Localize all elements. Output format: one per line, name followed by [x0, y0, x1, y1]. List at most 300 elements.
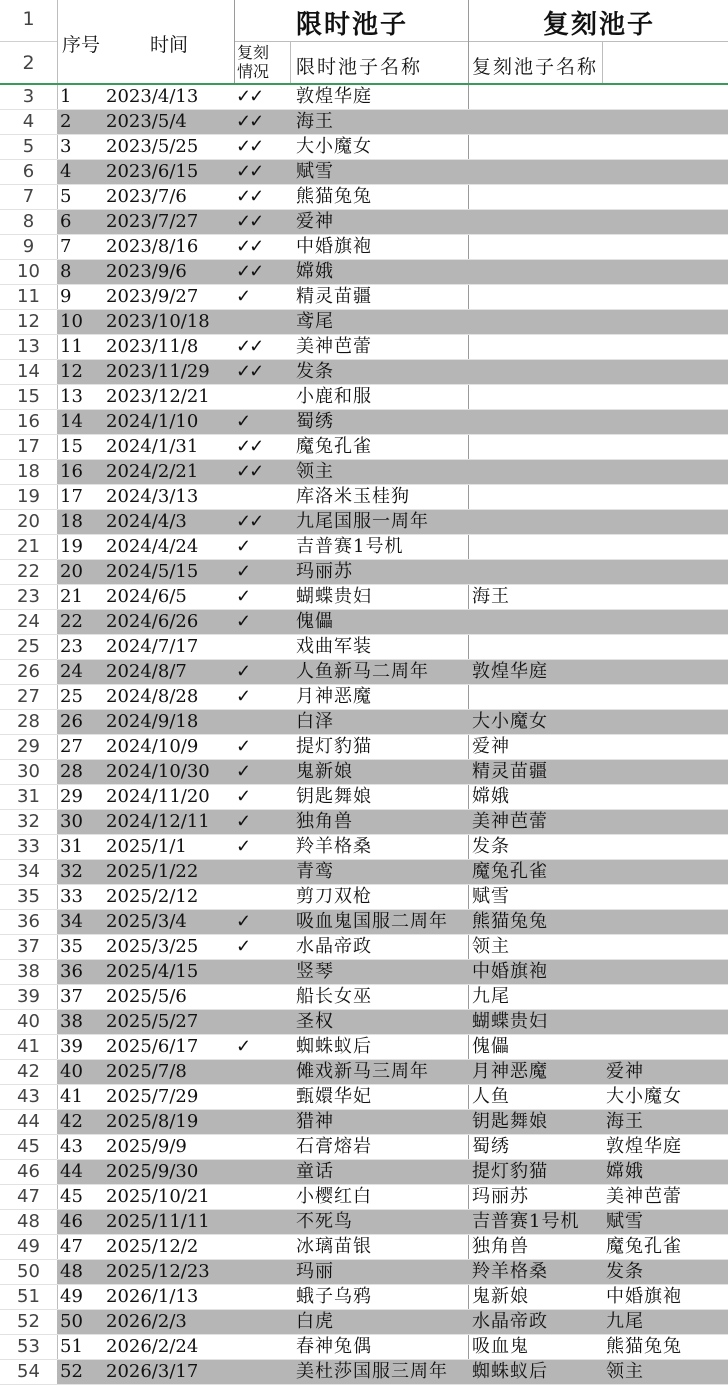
cell-rerun-name[interactable]: 独角兽 — [472, 1236, 529, 1257]
cell-rerun-name[interactable]: 大小魔女 — [472, 711, 548, 732]
column-header-seq[interactable]: 序号 — [62, 34, 101, 56]
cell-seq[interactable]: 51 — [60, 1336, 83, 1357]
cell-rerun-status[interactable]: ✓ — [236, 586, 250, 607]
cell-rerun-status[interactable]: ✓✓ — [236, 111, 263, 132]
cell-date[interactable]: 2023/8/16 — [106, 236, 199, 257]
row-number[interactable]: 31 — [17, 786, 40, 807]
cell-rerun-status[interactable]: ✓ — [236, 836, 250, 857]
cell-rerun-status[interactable]: ✓✓ — [236, 86, 263, 107]
cell-rerun-status[interactable]: ✓ — [236, 761, 250, 782]
table-row[interactable] — [0, 1260, 728, 1285]
table-row[interactable] — [0, 1335, 728, 1360]
cell-rerun-name-2[interactable]: 发条 — [606, 1261, 644, 1282]
row-number[interactable]: 10 — [17, 261, 40, 282]
row-number[interactable]: 30 — [17, 761, 40, 782]
cell-rerun-name[interactable]: 美神芭蕾 — [472, 811, 548, 832]
cell-seq[interactable]: 37 — [60, 986, 83, 1007]
cell-date[interactable]: 2025/1/1 — [106, 836, 187, 857]
cell-rerun-status[interactable]: ✓ — [236, 411, 250, 432]
table-row[interactable] — [0, 185, 728, 210]
cell-seq[interactable]: 18 — [60, 511, 83, 532]
cell-date[interactable]: 2024/8/28 — [106, 686, 199, 707]
cell-limited-name[interactable]: 傀儡 — [296, 611, 334, 632]
row-number[interactable]: 28 — [17, 711, 40, 732]
cell-limited-name[interactable]: 熊猫兔兔 — [296, 186, 372, 207]
row-number[interactable]: 13 — [17, 336, 40, 357]
table-row[interactable] — [0, 1135, 728, 1160]
cell-seq[interactable]: 19 — [60, 536, 83, 557]
cell-limited-name[interactable]: 戏曲军装 — [296, 636, 372, 657]
cell-seq[interactable]: 16 — [60, 461, 83, 482]
cell-rerun-name[interactable]: 傀儡 — [472, 1036, 510, 1057]
cell-limited-name[interactable]: 领主 — [296, 461, 334, 482]
cell-seq[interactable]: 15 — [60, 436, 83, 457]
cell-date[interactable]: 2025/7/29 — [106, 1086, 199, 1107]
table-row[interactable] — [0, 360, 728, 385]
cell-rerun-name[interactable]: 水晶帝政 — [472, 1311, 548, 1332]
cell-rerun-name-2[interactable]: 海王 — [606, 1111, 644, 1132]
cell-rerun-status[interactable]: ✓✓ — [236, 186, 263, 207]
row-number[interactable]: 23 — [17, 586, 40, 607]
cell-rerun-status[interactable]: ✓✓ — [236, 436, 263, 457]
cell-seq[interactable]: 36 — [60, 961, 83, 982]
table-row[interactable] — [0, 660, 728, 685]
row-number[interactable]: 48 — [17, 1211, 40, 1232]
table-row[interactable] — [0, 835, 728, 860]
table-row[interactable] — [0, 285, 728, 310]
row-number[interactable]: 3 — [22, 86, 35, 107]
table-row[interactable] — [0, 860, 728, 885]
cell-date[interactable]: 2024/9/18 — [106, 711, 199, 732]
row-number[interactable]: 51 — [17, 1286, 40, 1307]
cell-date[interactable]: 2026/1/13 — [106, 1286, 199, 1307]
table-row[interactable] — [0, 335, 728, 360]
cell-limited-name[interactable]: 月神恶魔 — [296, 686, 372, 707]
row-number[interactable]: 41 — [17, 1036, 40, 1057]
cell-limited-name[interactable]: 大小魔女 — [296, 136, 372, 157]
table-row[interactable] — [0, 935, 728, 960]
cell-date[interactable]: 2025/4/15 — [106, 961, 199, 982]
cell-limited-name[interactable]: 羚羊格桑 — [296, 836, 372, 857]
row-number[interactable]: 1 — [22, 8, 35, 30]
cell-date[interactable]: 2026/3/17 — [106, 1361, 199, 1382]
cell-date[interactable]: 2023/9/27 — [106, 286, 199, 307]
table-row[interactable] — [0, 1185, 728, 1210]
cell-seq[interactable]: 27 — [60, 736, 83, 757]
cell-date[interactable]: 2025/3/25 — [106, 936, 199, 957]
table-row[interactable] — [0, 1310, 728, 1335]
row-number[interactable]: 19 — [17, 486, 40, 507]
cell-seq[interactable]: 23 — [60, 636, 83, 657]
cell-rerun-name-2[interactable]: 领主 — [606, 1361, 644, 1382]
table-row[interactable] — [0, 535, 728, 560]
cell-limited-name[interactable]: 魔兔孔雀 — [296, 436, 372, 457]
row-number[interactable]: 5 — [22, 136, 35, 157]
row-number[interactable]: 4 — [22, 111, 35, 132]
row-number[interactable]: 26 — [17, 661, 40, 682]
cell-rerun-name[interactable]: 钥匙舞娘 — [472, 1111, 548, 1132]
cell-seq[interactable]: 48 — [60, 1261, 83, 1282]
cell-rerun-status[interactable]: ✓✓ — [236, 336, 263, 357]
table-row[interactable] — [0, 635, 728, 660]
row-number[interactable]: 34 — [17, 861, 40, 882]
cell-seq[interactable]: 28 — [60, 761, 83, 782]
cell-limited-name[interactable]: 蜘蛛蚁后 — [296, 1036, 372, 1057]
table-row[interactable] — [0, 410, 728, 435]
cell-date[interactable]: 2025/8/19 — [106, 1111, 199, 1132]
cell-rerun-status[interactable]: ✓ — [236, 561, 250, 582]
cell-seq[interactable]: 41 — [60, 1086, 83, 1107]
cell-rerun-name[interactable]: 中婚旗袍 — [472, 961, 548, 982]
cell-limited-name[interactable]: 石膏熔岩 — [296, 1136, 372, 1157]
cell-limited-name[interactable]: 冰璃苗银 — [296, 1236, 372, 1257]
cell-limited-name[interactable]: 圣权 — [296, 1011, 334, 1032]
cell-rerun-name[interactable]: 领主 — [472, 936, 510, 957]
cell-limited-name[interactable]: 钥匙舞娘 — [296, 786, 372, 807]
row-number[interactable]: 38 — [17, 961, 40, 982]
cell-limited-name[interactable]: 吉普赛1号机 — [296, 536, 404, 557]
row-number[interactable]: 37 — [17, 936, 40, 957]
row-number[interactable]: 25 — [17, 636, 40, 657]
cell-date[interactable]: 2023/11/8 — [106, 336, 199, 357]
cell-rerun-name[interactable]: 敦煌华庭 — [472, 661, 548, 682]
table-row[interactable] — [0, 485, 728, 510]
cell-rerun-name[interactable]: 羚羊格桑 — [472, 1261, 548, 1282]
table-row[interactable] — [0, 810, 728, 835]
cell-rerun-name[interactable]: 人鱼 — [472, 1086, 510, 1107]
table-row[interactable] — [0, 685, 728, 710]
cell-date[interactable]: 2024/1/10 — [106, 411, 199, 432]
cell-seq[interactable]: 5 — [60, 186, 72, 207]
cell-limited-name[interactable]: 敦煌华庭 — [296, 86, 372, 107]
table-row[interactable] — [0, 1010, 728, 1035]
cell-seq[interactable]: 32 — [60, 861, 83, 882]
cell-date[interactable]: 2024/7/17 — [106, 636, 199, 657]
cell-date[interactable]: 2023/12/21 — [106, 386, 210, 407]
cell-rerun-name[interactable]: 熊猫兔兔 — [472, 911, 548, 932]
cell-seq[interactable]: 52 — [60, 1361, 83, 1382]
table-row[interactable] — [0, 885, 728, 910]
cell-date[interactable]: 2025/1/22 — [106, 861, 199, 882]
cell-date[interactable]: 2023/5/4 — [106, 111, 187, 132]
cell-seq[interactable]: 7 — [60, 236, 72, 257]
cell-rerun-name-2[interactable]: 敦煌华庭 — [606, 1136, 682, 1157]
cell-seq[interactable]: 30 — [60, 811, 83, 832]
cell-date[interactable]: 2023/9/6 — [106, 261, 187, 282]
cell-limited-name[interactable]: 发条 — [296, 361, 334, 382]
cell-date[interactable]: 2025/12/23 — [106, 1261, 210, 1282]
cell-limited-name[interactable]: 九尾国服一周年 — [296, 511, 429, 532]
cell-limited-name[interactable]: 美杜莎国服三周年 — [296, 1361, 448, 1382]
cell-seq[interactable]: 46 — [60, 1211, 83, 1232]
cell-limited-name[interactable]: 嫦娥 — [296, 261, 334, 282]
cell-seq[interactable]: 1 — [60, 86, 72, 107]
row-number[interactable]: 39 — [17, 986, 40, 1007]
cell-date[interactable]: 2024/4/24 — [106, 536, 199, 557]
row-number[interactable]: 43 — [17, 1086, 40, 1107]
row-number[interactable]: 29 — [17, 736, 40, 757]
cell-rerun-status[interactable]: ✓✓ — [236, 511, 263, 532]
row-number[interactable]: 53 — [17, 1336, 40, 1357]
cell-rerun-name-2[interactable]: 魔兔孔雀 — [606, 1236, 682, 1257]
cell-seq[interactable]: 29 — [60, 786, 83, 807]
cell-seq[interactable]: 50 — [60, 1311, 83, 1332]
cell-limited-name[interactable]: 独角兽 — [296, 811, 353, 832]
cell-limited-name[interactable]: 傩戏新马三周年 — [296, 1061, 429, 1082]
row-number[interactable]: 45 — [17, 1136, 40, 1157]
column-header-time[interactable]: 时间 — [150, 34, 189, 56]
cell-limited-name[interactable]: 剪刀双枪 — [296, 886, 372, 907]
cell-rerun-name[interactable]: 吉普赛1号机 — [472, 1211, 580, 1232]
cell-limited-name[interactable]: 蜀绣 — [296, 411, 334, 432]
cell-limited-name[interactable]: 白虎 — [296, 1311, 334, 1332]
row-number[interactable]: 49 — [17, 1236, 40, 1257]
row-number[interactable]: 6 — [22, 161, 35, 182]
cell-limited-name[interactable]: 船长女巫 — [296, 986, 372, 1007]
cell-date[interactable]: 2023/6/15 — [106, 161, 199, 182]
table-row[interactable] — [0, 85, 728, 110]
cell-limited-name[interactable]: 海王 — [296, 111, 334, 132]
row-number[interactable]: 8 — [22, 211, 35, 232]
cell-rerun-status[interactable]: ✓ — [236, 936, 250, 957]
cell-rerun-name[interactable]: 提灯豹猫 — [472, 1161, 548, 1182]
cell-rerun-name[interactable]: 精灵苗疆 — [472, 761, 548, 782]
cell-limited-name[interactable]: 水晶帝政 — [296, 936, 372, 957]
row-number[interactable]: 24 — [17, 611, 40, 632]
cell-limited-name[interactable]: 精灵苗疆 — [296, 286, 372, 307]
cell-date[interactable]: 2025/12/2 — [106, 1236, 199, 1257]
cell-date[interactable]: 2024/8/7 — [106, 661, 187, 682]
cell-limited-name[interactable]: 蛾子乌鸦 — [296, 1286, 372, 1307]
table-row[interactable] — [0, 110, 728, 135]
cell-date[interactable]: 2025/9/30 — [106, 1161, 199, 1182]
table-row[interactable] — [0, 1210, 728, 1235]
table-row[interactable] — [0, 135, 728, 160]
row-number[interactable]: 46 — [17, 1161, 40, 1182]
cell-seq[interactable]: 43 — [60, 1136, 83, 1157]
cell-limited-name[interactable]: 美神芭蕾 — [296, 336, 372, 357]
cell-limited-name[interactable]: 竖琴 — [296, 961, 334, 982]
cell-rerun-status[interactable]: ✓ — [236, 686, 250, 707]
cell-limited-name[interactable]: 赋雪 — [296, 161, 334, 182]
row-number[interactable]: 15 — [17, 386, 40, 407]
row-number[interactable]: 11 — [17, 286, 40, 307]
cell-seq[interactable]: 17 — [60, 486, 83, 507]
cell-limited-name[interactable]: 提灯豹猫 — [296, 736, 372, 757]
table-row[interactable] — [0, 560, 728, 585]
cell-limited-name[interactable]: 小樱红白 — [296, 1186, 372, 1207]
row-number[interactable]: 50 — [17, 1261, 40, 1282]
cell-date[interactable]: 2025/5/27 — [106, 1011, 199, 1032]
cell-limited-name[interactable]: 玛丽苏 — [296, 561, 353, 582]
cell-date[interactable]: 2024/5/15 — [106, 561, 199, 582]
cell-limited-name[interactable]: 爱神 — [296, 211, 334, 232]
cell-seq[interactable]: 2 — [60, 111, 72, 132]
cell-seq[interactable]: 44 — [60, 1161, 83, 1182]
row-number[interactable]: 44 — [17, 1111, 40, 1132]
cell-rerun-name-2[interactable]: 美神芭蕾 — [606, 1186, 682, 1207]
row-number[interactable]: 32 — [17, 811, 40, 832]
table-row[interactable] — [0, 1035, 728, 1060]
cell-rerun-name[interactable]: 海王 — [472, 586, 510, 607]
cell-limited-name[interactable]: 小鹿和服 — [296, 386, 372, 407]
cell-rerun-status[interactable]: ✓✓ — [236, 361, 263, 382]
cell-seq[interactable]: 31 — [60, 836, 83, 857]
row-number[interactable]: 9 — [22, 236, 35, 257]
cell-rerun-status[interactable]: ✓ — [236, 811, 250, 832]
cell-rerun-name[interactable]: 蜘蛛蚁后 — [472, 1361, 548, 1382]
cell-date[interactable]: 2024/10/9 — [106, 736, 199, 757]
table-row[interactable] — [0, 160, 728, 185]
cell-seq[interactable]: 26 — [60, 711, 83, 732]
cell-limited-name[interactable]: 不死鸟 — [296, 1211, 353, 1232]
table-row[interactable] — [0, 235, 728, 260]
cell-seq[interactable]: 11 — [60, 336, 83, 357]
row-number[interactable]: 12 — [17, 311, 40, 332]
cell-seq[interactable]: 10 — [60, 311, 83, 332]
row-number[interactable]: 16 — [17, 411, 40, 432]
table-row[interactable] — [0, 1360, 728, 1385]
table-row[interactable] — [0, 760, 728, 785]
table-row[interactable] — [0, 460, 728, 485]
cell-date[interactable]: 2024/3/13 — [106, 486, 199, 507]
row-number[interactable]: 14 — [17, 361, 40, 382]
cell-limited-name[interactable]: 蝴蝶贵妇 — [296, 586, 372, 607]
cell-date[interactable]: 2025/6/17 — [106, 1036, 199, 1057]
table-row[interactable] — [0, 985, 728, 1010]
cell-date[interactable]: 2024/12/11 — [106, 811, 210, 832]
cell-seq[interactable]: 6 — [60, 211, 72, 232]
cell-rerun-name[interactable]: 蜀绣 — [472, 1136, 510, 1157]
column-header-status[interactable]: 复刻情况 — [237, 43, 270, 81]
cell-date[interactable]: 2024/11/20 — [106, 786, 210, 807]
cell-seq[interactable]: 34 — [60, 911, 83, 932]
cell-limited-name[interactable]: 春神兔偶 — [296, 1336, 372, 1357]
cell-date[interactable]: 2023/7/6 — [106, 186, 187, 207]
cell-seq[interactable]: 13 — [60, 386, 83, 407]
cell-rerun-name-2[interactable]: 赋雪 — [606, 1211, 644, 1232]
row-number[interactable]: 2 — [22, 52, 35, 74]
cell-seq[interactable]: 49 — [60, 1286, 83, 1307]
cell-rerun-name[interactable]: 月神恶魔 — [472, 1061, 548, 1082]
cell-date[interactable]: 2025/7/8 — [106, 1061, 187, 1082]
row-number[interactable]: 42 — [17, 1061, 40, 1082]
column-header-rerun-name[interactable]: 复刻池子名称 — [472, 56, 599, 78]
row-number[interactable]: 20 — [17, 511, 40, 532]
cell-rerun-status[interactable]: ✓ — [236, 736, 250, 757]
row-number[interactable]: 18 — [17, 461, 40, 482]
cell-seq[interactable]: 21 — [60, 586, 83, 607]
cell-date[interactable]: 2023/4/13 — [106, 86, 199, 107]
table-row[interactable] — [0, 1060, 728, 1085]
cell-limited-name[interactable]: 白泽 — [296, 711, 334, 732]
row-number[interactable]: 7 — [22, 186, 35, 207]
cell-seq[interactable]: 9 — [60, 286, 72, 307]
cell-rerun-name[interactable]: 吸血鬼 — [472, 1336, 529, 1357]
row-number[interactable]: 33 — [17, 836, 40, 857]
cell-seq[interactable]: 8 — [60, 261, 72, 282]
cell-seq[interactable]: 40 — [60, 1061, 83, 1082]
table-row[interactable] — [0, 1235, 728, 1260]
cell-seq[interactable]: 42 — [60, 1111, 83, 1132]
cell-date[interactable]: 2023/7/27 — [106, 211, 199, 232]
row-number[interactable]: 22 — [17, 561, 40, 582]
table-row[interactable] — [0, 910, 728, 935]
table-row[interactable] — [0, 310, 728, 335]
table-row[interactable] — [0, 710, 728, 735]
cell-date[interactable]: 2024/4/3 — [106, 511, 187, 532]
cell-seq[interactable]: 38 — [60, 1011, 83, 1032]
cell-limited-name[interactable]: 青鸾 — [296, 861, 334, 882]
table-row[interactable] — [0, 435, 728, 460]
cell-limited-name[interactable]: 猎神 — [296, 1111, 334, 1132]
cell-rerun-name[interactable]: 蝴蝶贵妇 — [472, 1011, 548, 1032]
cell-seq[interactable]: 33 — [60, 886, 83, 907]
cell-rerun-status[interactable]: ✓ — [236, 286, 250, 307]
cell-seq[interactable]: 14 — [60, 411, 83, 432]
cell-limited-name[interactable]: 童话 — [296, 1161, 334, 1182]
cell-rerun-name-2[interactable]: 嫦娥 — [606, 1161, 644, 1182]
table-row[interactable] — [0, 1110, 728, 1135]
cell-rerun-name-2[interactable]: 爱神 — [606, 1061, 644, 1082]
cell-rerun-name-2[interactable]: 熊猫兔兔 — [606, 1336, 682, 1357]
column-header-limited-name[interactable]: 限时池子名称 — [296, 56, 423, 78]
cell-rerun-name[interactable]: 发条 — [472, 836, 510, 857]
row-number[interactable]: 47 — [17, 1186, 40, 1207]
cell-date[interactable]: 2025/10/21 — [106, 1186, 210, 1207]
cell-rerun-status[interactable]: ✓ — [236, 611, 250, 632]
cell-rerun-name[interactable]: 赋雪 — [472, 886, 510, 907]
cell-seq[interactable]: 3 — [60, 136, 72, 157]
cell-seq[interactable]: 22 — [60, 611, 83, 632]
row-number[interactable]: 40 — [17, 1011, 40, 1032]
cell-rerun-status[interactable]: ✓✓ — [236, 261, 263, 282]
cell-rerun-name[interactable]: 嫦娥 — [472, 786, 510, 807]
cell-date[interactable]: 2025/11/11 — [106, 1211, 210, 1232]
cell-rerun-status[interactable]: ✓ — [236, 661, 250, 682]
cell-date[interactable]: 2024/6/26 — [106, 611, 199, 632]
row-number[interactable]: 27 — [17, 686, 40, 707]
cell-seq[interactable]: 24 — [60, 661, 83, 682]
cell-rerun-name-2[interactable]: 中婚旗袍 — [606, 1286, 682, 1307]
cell-limited-name[interactable]: 人鱼新马二周年 — [296, 661, 429, 682]
row-number[interactable]: 54 — [17, 1361, 40, 1382]
cell-date[interactable]: 2024/2/21 — [106, 461, 199, 482]
row-number[interactable]: 35 — [17, 886, 40, 907]
cell-rerun-status[interactable]: ✓✓ — [236, 236, 263, 257]
table-row[interactable] — [0, 610, 728, 635]
table-row[interactable] — [0, 385, 728, 410]
table-row[interactable] — [0, 1085, 728, 1110]
cell-limited-name[interactable]: 库洛米玉桂狗 — [296, 486, 410, 507]
cell-date[interactable]: 2024/1/31 — [106, 436, 199, 457]
cell-rerun-name[interactable]: 爱神 — [472, 736, 510, 757]
cell-rerun-status[interactable]: ✓ — [236, 911, 250, 932]
cell-rerun-status[interactable]: ✓ — [236, 786, 250, 807]
cell-seq[interactable]: 25 — [60, 686, 83, 707]
cell-limited-name[interactable]: 鸢尾 — [296, 311, 334, 332]
cell-date[interactable]: 2023/11/29 — [106, 361, 210, 382]
cell-limited-name[interactable]: 中婚旗袍 — [296, 236, 372, 257]
cell-rerun-status[interactable]: ✓ — [236, 1036, 250, 1057]
cell-rerun-status[interactable]: ✓ — [236, 536, 250, 557]
cell-rerun-name-2[interactable]: 大小魔女 — [606, 1086, 682, 1107]
row-number[interactable]: 52 — [17, 1311, 40, 1332]
row-number[interactable]: 36 — [17, 911, 40, 932]
cell-date[interactable]: 2023/10/18 — [106, 311, 210, 332]
cell-date[interactable]: 2024/6/5 — [106, 586, 187, 607]
cell-date[interactable]: 2024/10/30 — [106, 761, 210, 782]
